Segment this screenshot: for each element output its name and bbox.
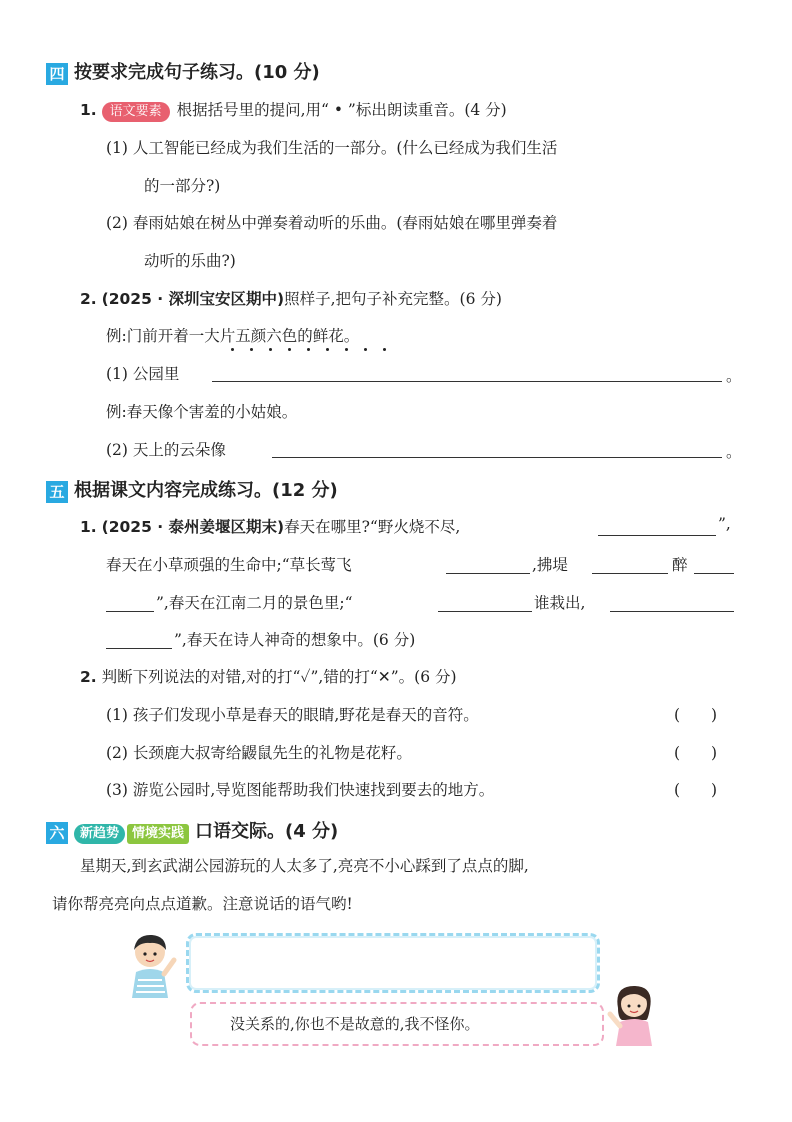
s5-q1-source: (2025 · 泰州姜堰区期末) <box>101 518 285 536</box>
section6-heading <box>46 817 338 844</box>
s4-q2-text: 照样子,把句子补充完整。(6 分) <box>284 290 502 308</box>
s5-q2-item3: (3) 游览公园时,导览图能帮助我们快速找到要去的地方。 <box>106 781 495 799</box>
s5-q1-text: ”, <box>718 515 731 533</box>
period: 。 <box>726 367 742 385</box>
s4-q2-example1: 例:门前开着一大片五颜六色的鲜花。 <box>106 327 360 345</box>
answer-paren[interactable]: ( ) <box>674 781 718 799</box>
section5-number: 五 <box>46 481 68 503</box>
trend-tag: 新趋势 <box>74 824 125 844</box>
emphasis-dot <box>345 348 348 351</box>
s4-q1-item2-line2: 动听的乐曲?) <box>144 252 236 270</box>
section5-heading <box>46 476 338 503</box>
s5-q1-text: ,拂堤 <box>532 556 568 574</box>
s4-q2-example2: 例:春天像个害羞的小姑娘。 <box>106 403 298 421</box>
s4-q2-item2: (2) 天上的云朵像 <box>106 441 226 459</box>
boy-illustration <box>124 930 184 998</box>
s4-q2-prompt <box>80 287 502 309</box>
emphasis-dot <box>288 348 291 351</box>
period: 。 <box>726 443 742 461</box>
s5-q1-text: ”,春天在诗人神奇的想象中。(6 分) <box>174 631 416 649</box>
answer-line[interactable] <box>598 535 716 536</box>
answer-line[interactable] <box>272 457 722 458</box>
s5-q2-item1: (1) 孩子们发现小草是春天的眼睛,野花是春天的音符。 <box>106 706 479 724</box>
answer-paren[interactable]: ( ) <box>674 706 718 724</box>
emphasis-dot <box>269 348 272 351</box>
answer-line[interactable] <box>106 648 172 649</box>
answer-line[interactable] <box>592 573 668 574</box>
section4-number: 四 <box>46 63 68 85</box>
s4-q1-item1-line2: 的一部分?) <box>144 177 221 195</box>
s4-q1-text: 根据括号里的提问,用“ • ”标出朗读重音。(4 分) <box>176 101 507 119</box>
emphasis-dot <box>383 348 386 351</box>
s4-q1-prompt <box>80 98 507 122</box>
emphasis-dot <box>364 348 367 351</box>
s6-para-line1: 星期天,到玄武湖公园游玩的人太多了,亮亮不小心踩到了点点的脚, <box>80 857 529 875</box>
emphasis-dot <box>307 348 310 351</box>
s4-q2-number: 2. <box>80 290 97 308</box>
section6-number: 六 <box>46 822 68 844</box>
s5-q1-text: 春天在哪里?“野火烧不尽, <box>284 518 461 536</box>
s4-q2-item1: (1) 公园里 <box>106 365 180 383</box>
section4-title: 按要求完成句子练习。(10 分) <box>74 62 320 83</box>
s5-q1-text: ”,春天在江南二月的景色里;“ <box>156 594 353 612</box>
answer-line[interactable] <box>446 573 530 574</box>
reply-text: 没关系的,你也不是故意的,我不怪你。 <box>230 1015 480 1033</box>
s4-q1-item1-line1: (1) 人工智能已经成为我们生活的一部分。(什么已经成为我们生活 <box>106 139 558 157</box>
answer-bubble[interactable] <box>186 933 600 993</box>
section4-heading <box>46 58 320 85</box>
answer-line[interactable] <box>610 611 734 612</box>
section6-title: 口语交际。(4 分) <box>195 821 339 842</box>
s5-q2-item2: (2) 长颈鹿大叔寄给鼹鼠先生的礼物是花籽。 <box>106 744 412 762</box>
s4-q1-number: 1. <box>80 101 97 119</box>
s5-q1-text: 谁栽出, <box>534 594 586 612</box>
s4-q1-item2-line1: (2) 春雨姑娘在树丛中弹奏着动听的乐曲。(春雨姑娘在哪里弹奏着 <box>106 214 558 232</box>
s5-q1-line1 <box>80 515 460 537</box>
girl-illustration <box>606 980 662 1046</box>
answer-line[interactable] <box>438 611 532 612</box>
s4-q2-source: (2025 · 深圳宝安区期中) <box>101 290 285 308</box>
answer-line[interactable] <box>694 573 734 574</box>
s5-q1-text: 醉 <box>672 556 688 574</box>
practice-tag: 情境实践 <box>127 824 189 844</box>
s4-q1-tag: 语文要素 <box>102 102 170 122</box>
s5-q2-text: 判断下列说法的对错,对的打“✓”,错的打“✕”。(6 分) <box>101 668 457 686</box>
s6-para-line2: 请你帮亮亮向点点道歉。注意说话的语气哟! <box>52 895 353 913</box>
answer-paren[interactable]: ( ) <box>674 744 718 762</box>
section5-title: 根据课文内容完成练习。(12 分) <box>74 480 338 501</box>
s5-q1-text: 春天在小草顽强的生命中;“草长莺飞 <box>106 556 352 574</box>
emphasis-dot <box>250 348 253 351</box>
emphasis-dot <box>326 348 329 351</box>
s5-q2-prompt <box>80 665 457 687</box>
answer-line[interactable] <box>106 611 154 612</box>
emphasis-dot <box>231 348 234 351</box>
reply-bubble <box>190 1002 604 1046</box>
s5-q1-number: 1. <box>80 518 97 536</box>
s5-q2-number: 2. <box>80 668 97 686</box>
answer-line[interactable] <box>212 381 722 382</box>
